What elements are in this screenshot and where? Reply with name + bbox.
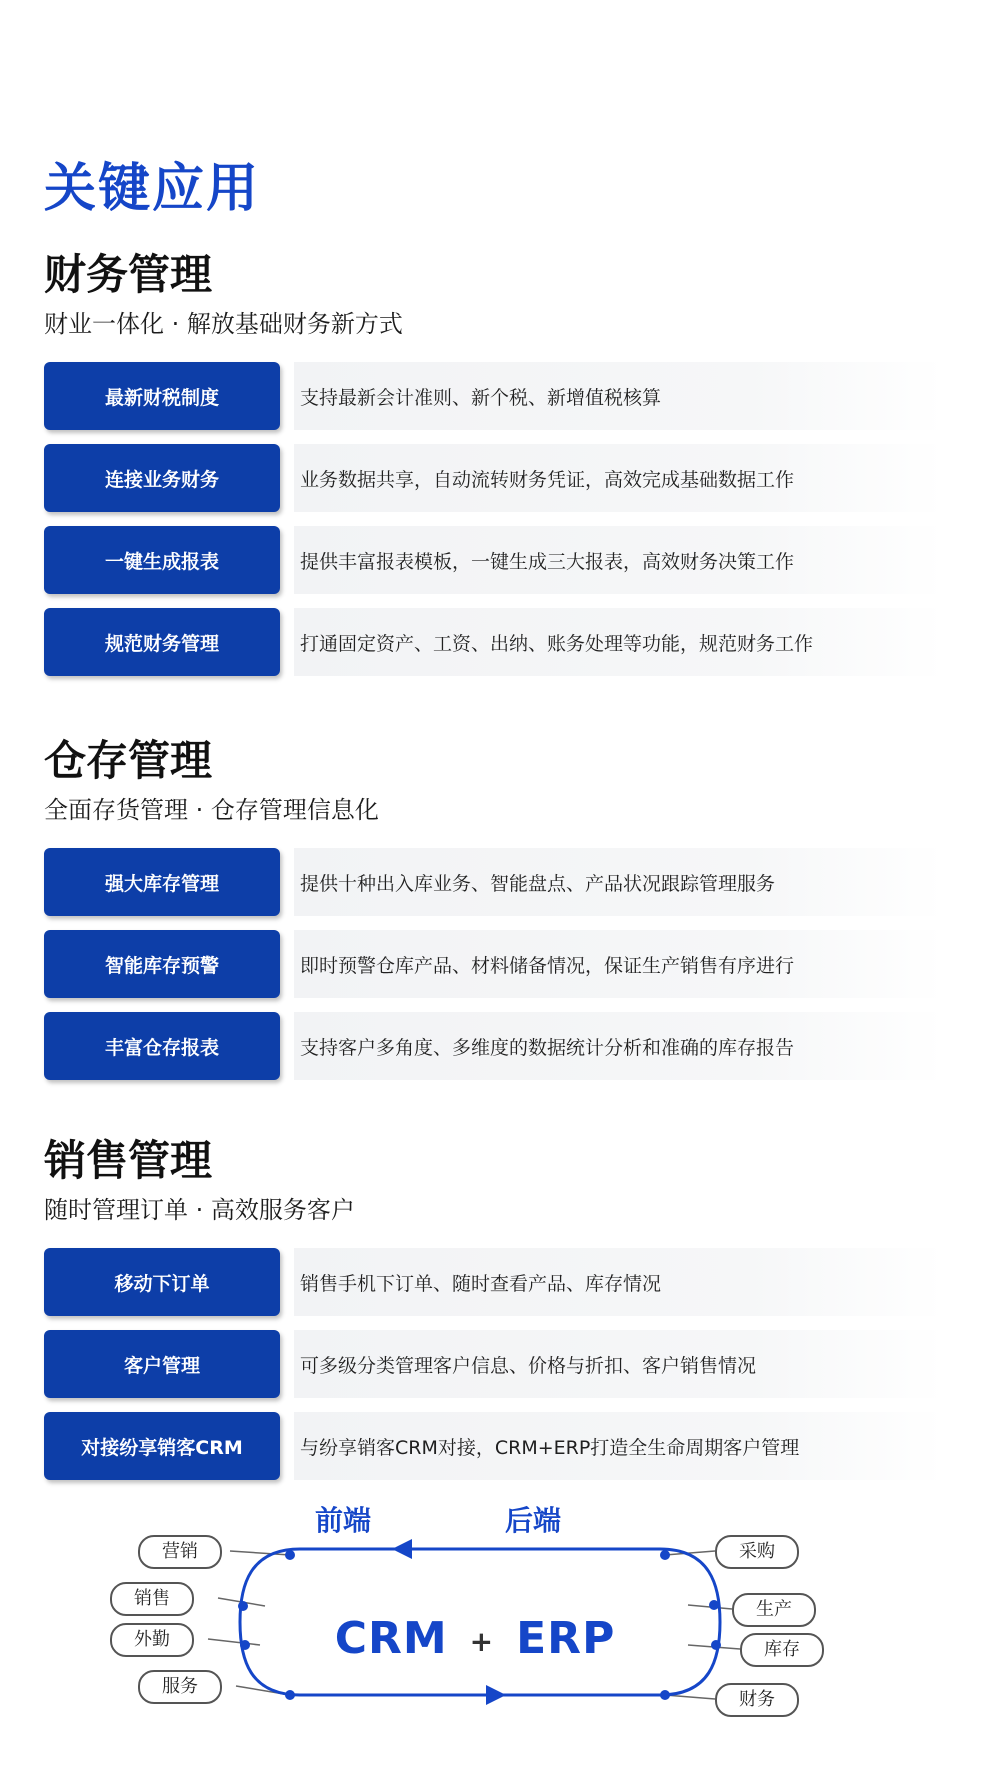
feature-list [44, 362, 944, 676]
section-title: 销售管理 [44, 1136, 213, 1185]
feature-button[interactable]: 智能库存预警 [44, 930, 280, 998]
plus-sign: + [469, 1624, 495, 1658]
left-item-pill: 服务 [138, 1670, 222, 1704]
feature-description: 与纷享销客CRM对接，CRM+ERP打造全生命周期客户管理 [294, 1412, 944, 1480]
feature-description: 支持最新会计准则、新个税、新增值税核算 [294, 362, 944, 430]
feature-button[interactable]: 一键生成报表 [44, 526, 280, 594]
front-end-label: 前端 [315, 1504, 372, 1537]
feature-button[interactable]: 客户管理 [44, 1330, 280, 1398]
section-finance [44, 250, 944, 690]
feature-row [44, 362, 944, 430]
feature-row [44, 1012, 944, 1080]
section-subtitle: 随时管理订单 · 高效服务客户 [44, 1196, 355, 1224]
feature-row [44, 1330, 944, 1398]
right-item-pill: 采购 [715, 1535, 799, 1569]
feature-row [44, 930, 944, 998]
feature-list [44, 848, 944, 1080]
feature-row [44, 444, 944, 512]
feature-description: 即时预警仓库产品、材料储备情况，保证生产销售有序进行 [294, 930, 944, 998]
erp-text: ERP [516, 1613, 616, 1664]
right-item-pill: 生产 [732, 1593, 816, 1627]
feature-description: 支持客户多角度、多维度的数据统计分析和准确的库存报告 [294, 1012, 944, 1080]
feature-button[interactable]: 连接业务财务 [44, 444, 280, 512]
feature-button[interactable]: 最新财税制度 [44, 362, 280, 430]
feature-description: 销售手机下订单、随时查看产品、库存情况 [294, 1248, 944, 1316]
section-subtitle: 全面存货管理 · 仓存管理信息化 [44, 796, 379, 824]
left-item-pill: 外勤 [110, 1623, 194, 1657]
feature-row [44, 608, 944, 676]
section-sales [44, 1136, 944, 1494]
feature-button[interactable]: 移动下订单 [44, 1248, 280, 1316]
section-title: 仓存管理 [44, 736, 213, 785]
crm-erp-diagram [100, 1505, 860, 1755]
feature-button[interactable]: 丰富仓存报表 [44, 1012, 280, 1080]
feature-description: 业务数据共享，自动流转财务凭证，高效完成基础数据工作 [294, 444, 944, 512]
feature-description: 可多级分类管理客户信息、价格与折扣、客户销售情况 [294, 1330, 944, 1398]
feature-button[interactable]: 规范财务管理 [44, 608, 280, 676]
feature-row [44, 1248, 944, 1316]
feature-description: 提供丰富报表模板，一键生成三大报表，高效财务决策工作 [294, 526, 944, 594]
section-inventory [44, 736, 944, 1094]
feature-button[interactable]: 强大库存管理 [44, 848, 280, 916]
right-item-pill: 财务 [715, 1683, 799, 1717]
feature-row [44, 526, 944, 594]
feature-description: 打通固定资产、工资、出纳、账务处理等功能，规范财务工作 [294, 608, 944, 676]
crm-plus-erp [285, 1613, 665, 1664]
back-end-label: 后端 [505, 1504, 562, 1537]
section-subtitle: 财业一体化 · 解放基础财务新方式 [44, 310, 403, 338]
section-title: 财务管理 [44, 250, 213, 299]
feature-description: 提供十种出入库业务、智能盘点、产品状况跟踪管理服务 [294, 848, 944, 916]
crm-text: CRM [334, 1613, 448, 1664]
feature-row [44, 848, 944, 916]
right-item-pill: 库存 [740, 1633, 824, 1667]
page-title: 关键应用 [44, 159, 261, 219]
left-item-pill: 销售 [110, 1582, 194, 1616]
feature-list [44, 1248, 944, 1480]
feature-row [44, 1412, 944, 1480]
feature-button[interactable]: 对接纷享销客CRM [44, 1412, 280, 1480]
left-item-pill: 营销 [138, 1535, 222, 1569]
